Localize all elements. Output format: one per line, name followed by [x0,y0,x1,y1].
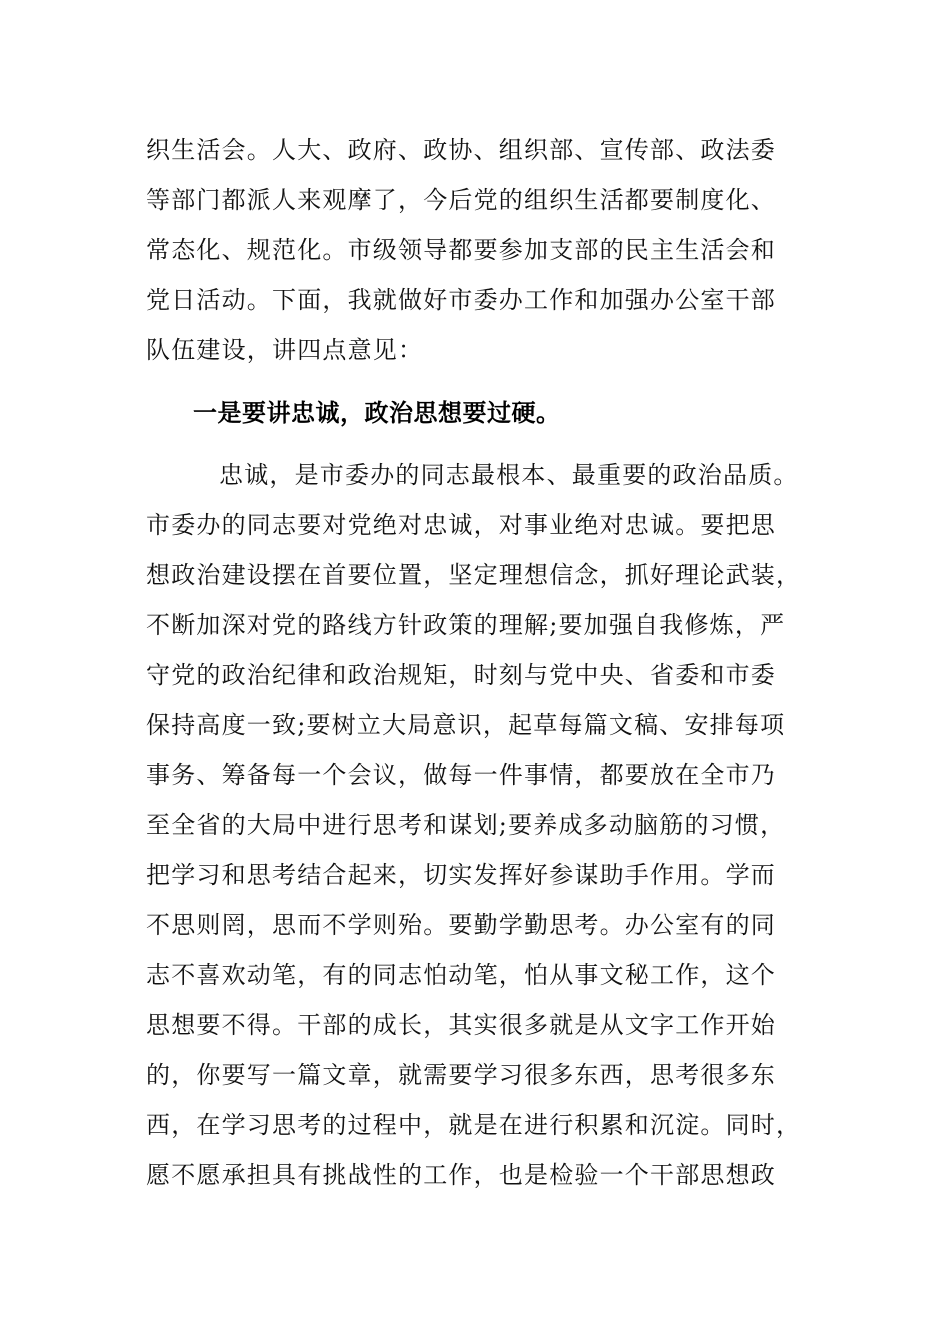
paragraph-line: 等部门都派人来观摩了，今后党的组织生活都要制度化、 [146,186,776,214]
paragraph-line: 队伍建设，讲四点意见： [146,336,424,364]
paragraph-line: 事务、筹备每一个会议，做每一件事情，都要放在全市乃 [146,761,776,789]
paragraph-line: 常态化、规范化。市级领导都要参加支部的民主生活会和 [146,236,776,264]
paragraph-line: 思想要不得。干部的成长，其实很多就是从文字工作开始 [146,1011,776,1039]
paragraph-line: 想政治建设摆在首要位置，坚定理想信念，抓好理论武装， [146,561,802,589]
paragraph-line: 志不喜欢动笔，有的同志怕动笔，怕从事文秘工作，这个 [146,961,776,989]
paragraph-line: 至全省的大局中进行思考和谋划;要养成多动脑筋的习惯， [146,811,786,839]
paragraph-line: 西，在学习思考的过程中，就是在进行积累和沉淀。同时， [146,1111,802,1139]
paragraph-line: 愿不愿承担具有挑战性的工作，也是检验一个干部思想政 [146,1161,776,1189]
paragraph-line: 市委办的同志要对党绝对忠诚，对事业绝对忠诚。要把思 [146,511,776,539]
paragraph-line: 守党的政治纪律和政治规矩，时刻与党中央、省委和市委 [146,661,776,689]
paragraph-line: 不思则罔，思而不学则殆。要勤学勤思考。办公室有的同 [146,911,776,939]
paragraph-line: 忠诚，是市委办的同志最根本、最重要的政治品质。 [219,461,799,489]
paragraph-line: 党日活动。下面，我就做好市委办工作和加强办公室干部 [146,286,776,314]
paragraph-line: 把学习和思考结合起来，切实发挥好参谋助手作用。学而 [146,861,776,889]
paragraph-line: 的，你要写一篇文章，就需要学习很多东西，思考很多东 [146,1061,776,1089]
section-heading: 一是要讲忠诚，政治思想要过硬。 [193,399,561,427]
paragraph-line: 不断加深对党的路线方针政策的理解;要加强自我修炼，严 [146,611,786,639]
paragraph-line: 保持高度一致;要树立大局意识，起草每篇文稿、安排每项 [146,711,786,739]
paragraph-line: 织生活会。人大、政府、政协、组织部、宣传部、政法委 [146,136,776,164]
